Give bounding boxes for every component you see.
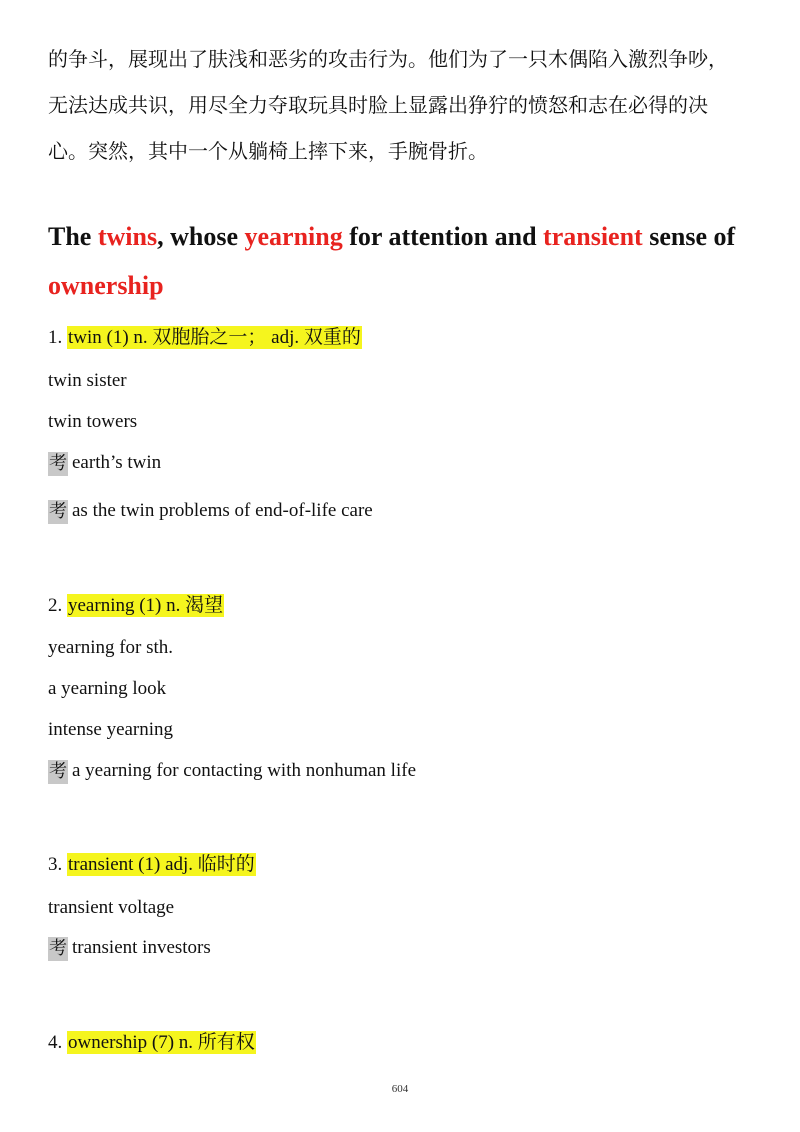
- heading-text: for attention and: [342, 222, 544, 251]
- entry-term: ownership (7) n. 所有权: [68, 1032, 255, 1053]
- keyword-ownership: ownership: [48, 271, 164, 300]
- exam-example: [48, 500, 373, 524]
- exam-example: [48, 452, 161, 476]
- page-number: 604: [391, 1083, 409, 1095]
- sentence-heading: [48, 222, 768, 252]
- exam-example-text: as the twin problems of end-of-life care: [72, 500, 373, 521]
- vocab-entry-twin: [48, 322, 362, 349]
- exam-marker: 考: [49, 761, 67, 782]
- heading-text: sense of: [642, 222, 736, 251]
- example: a yearning look: [48, 678, 167, 699]
- exam-marker: 考: [49, 453, 67, 474]
- intro-line: 无法达成共识，用尽全力夺取玩具时脸上显露出狰狞的愤怒和志在必得的决: [48, 93, 708, 117]
- vocab-entry-transient: [48, 849, 256, 876]
- intro-paragraph: [48, 44, 758, 166]
- intro-line: 的争斗，展现出了肤浅和恶劣的攻击行为。他们为了一只木偶陷入激烈争吵，: [48, 47, 728, 71]
- exam-example-text: a yearning for contacting with nonhuman life: [72, 760, 417, 781]
- exam-marker: 考: [49, 938, 67, 959]
- entry-number: 1.: [48, 327, 67, 348]
- entry-term: twin (1) n. 双胞胎之一； adj. 双重的: [68, 327, 361, 348]
- intro-line: 心。突然，其中一个从躺椅上摔下来，手腕骨折。: [48, 139, 488, 163]
- heading-text: The: [48, 222, 98, 251]
- exam-example-text: earth’s twin: [72, 452, 162, 473]
- keyword-transient: transient: [543, 222, 643, 251]
- heading-text: , whose: [157, 222, 245, 251]
- exam-example: [48, 760, 416, 784]
- entry-term: transient (1) adj. 临时的: [68, 854, 255, 875]
- vocab-entry-yearning: [48, 590, 224, 617]
- example: transient voltage: [48, 897, 175, 918]
- vocab-entry-ownership: [48, 1027, 256, 1054]
- example: intense yearning: [48, 719, 174, 740]
- example: twin sister: [48, 370, 127, 391]
- entry-term: yearning (1) n. 渴望: [68, 595, 224, 616]
- entry-number: 3.: [48, 854, 67, 875]
- keyword-yearning: yearning: [244, 222, 343, 251]
- exam-example-text: transient investors: [72, 937, 211, 958]
- example: twin towers: [48, 411, 138, 432]
- example: yearning for sth.: [48, 637, 174, 658]
- entry-number: 2.: [48, 595, 67, 616]
- keyword-twins: twins: [97, 222, 158, 251]
- entry-number: 4.: [48, 1032, 67, 1053]
- exam-example: [48, 937, 211, 961]
- exam-marker: 考: [49, 501, 67, 522]
